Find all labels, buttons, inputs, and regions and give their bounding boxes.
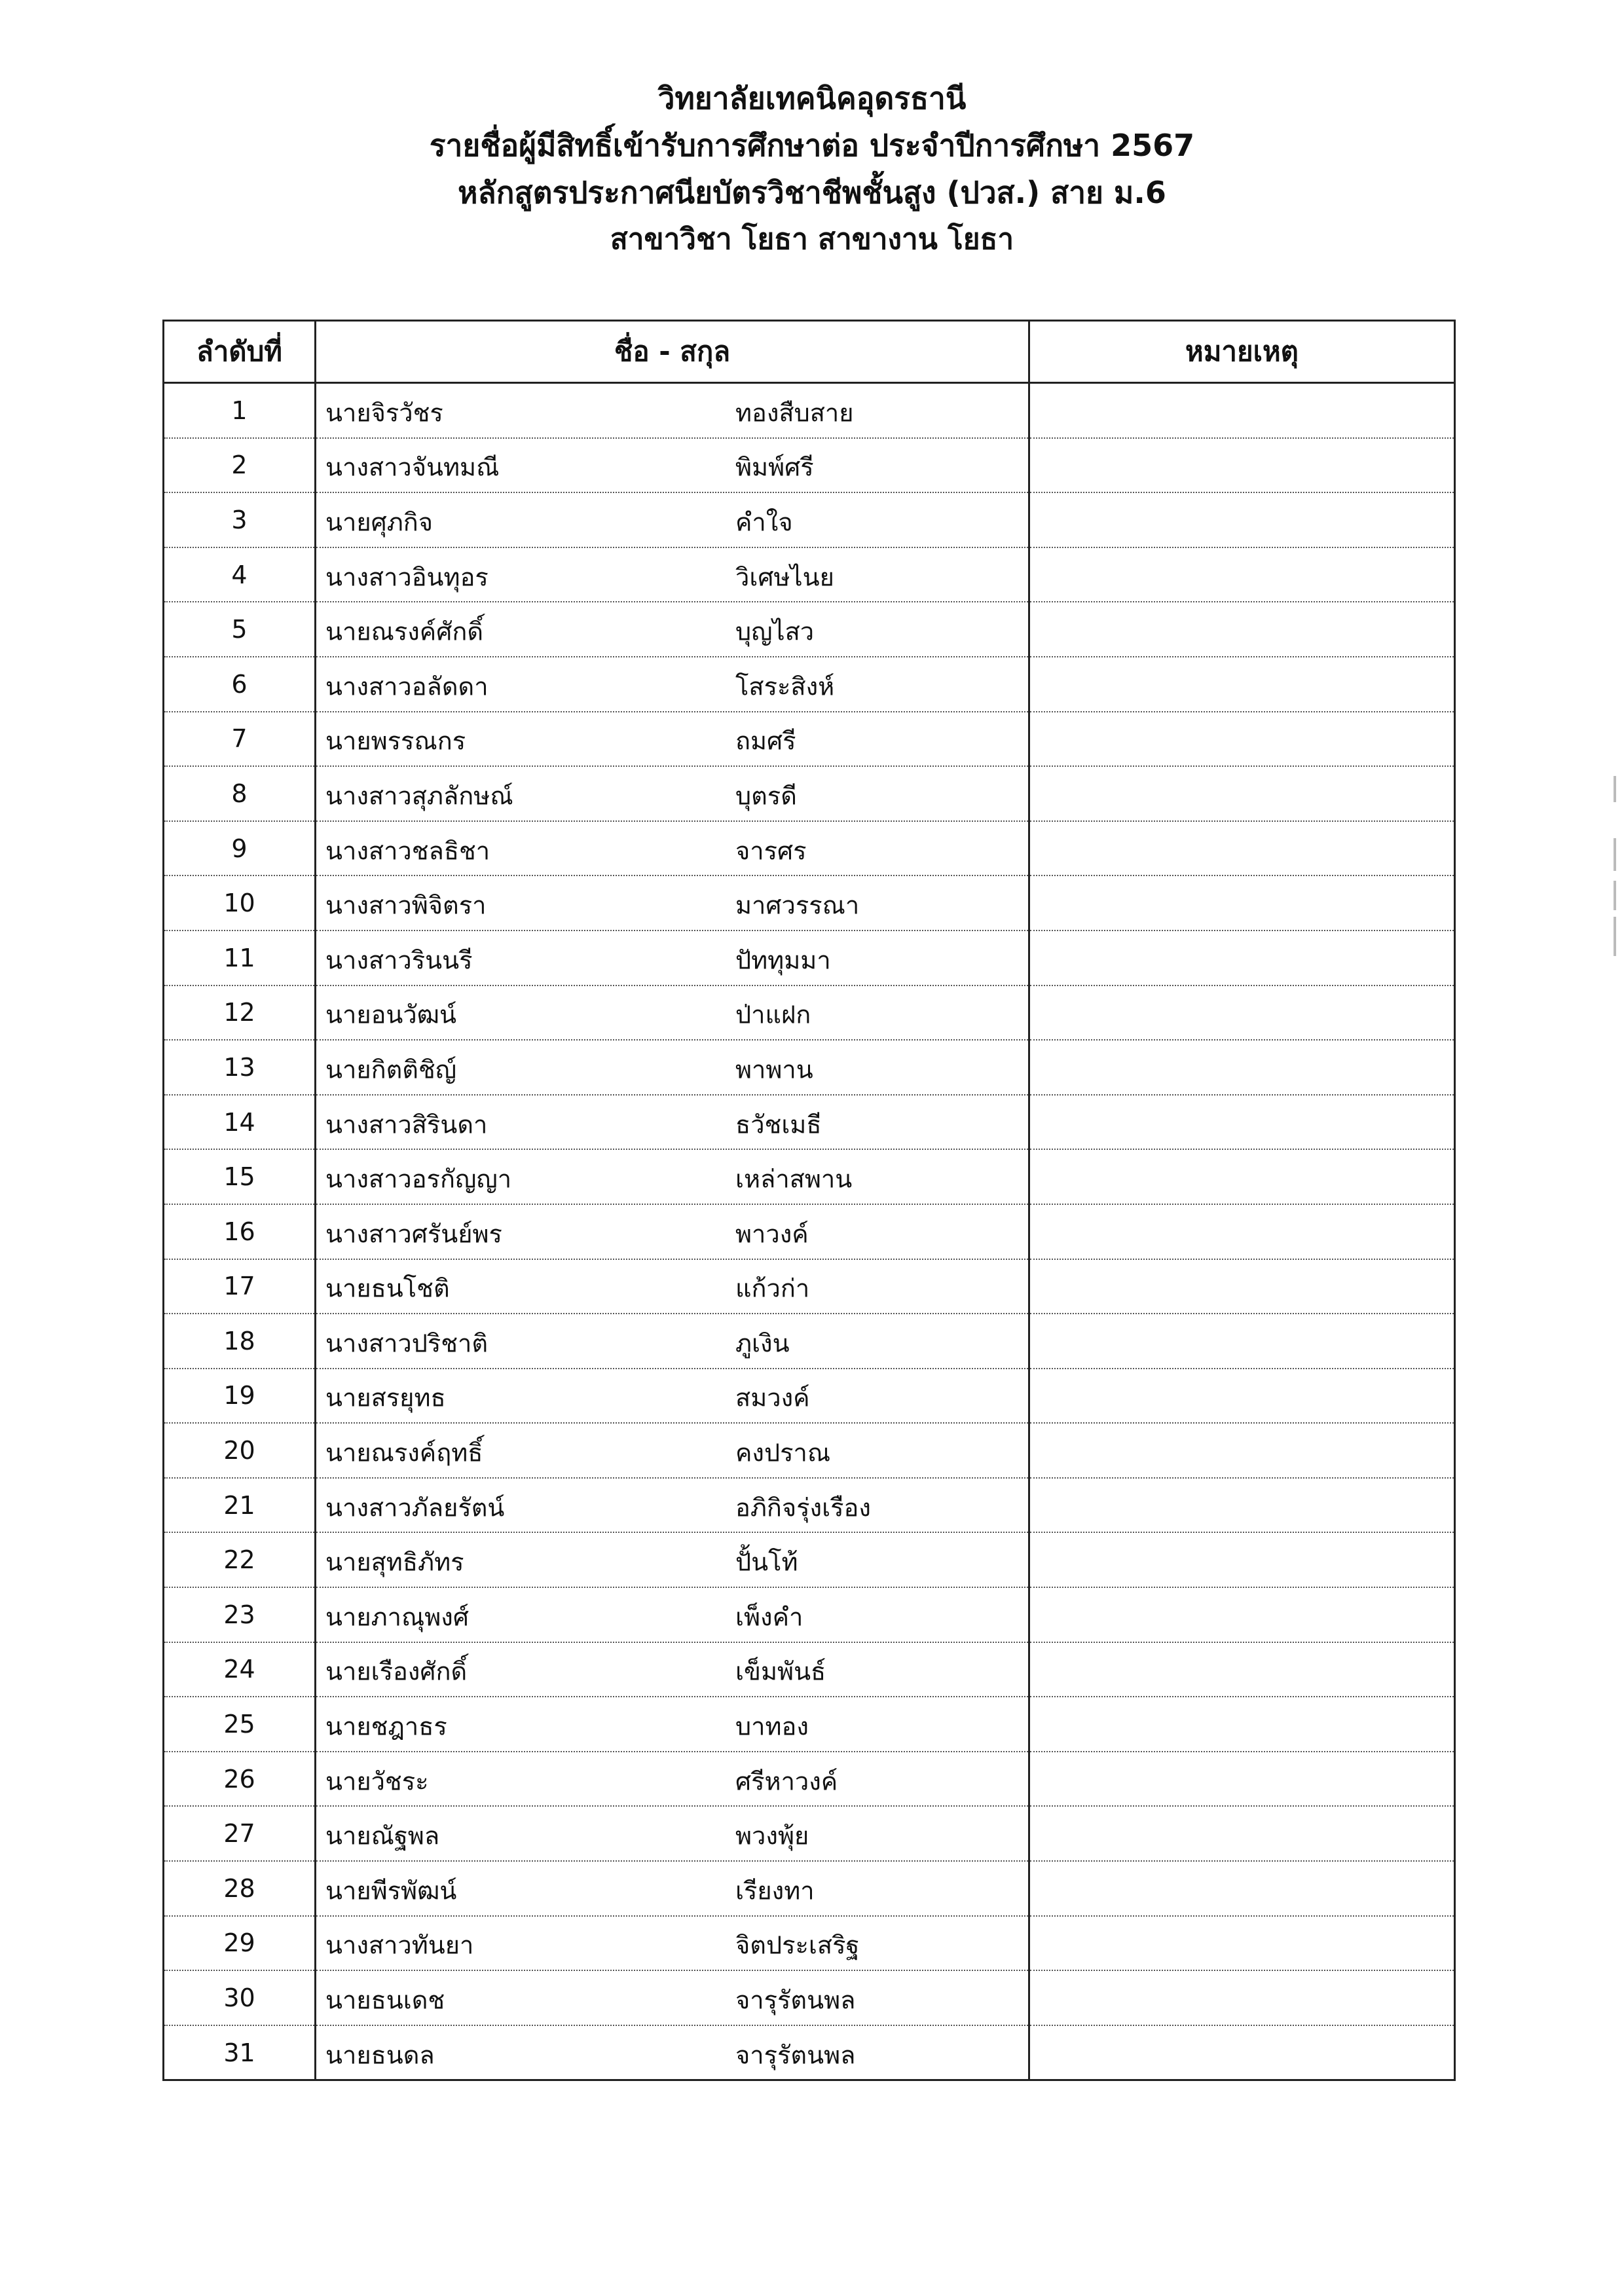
- last-name: บาทอง: [735, 1712, 809, 1741]
- row-note: [1029, 1369, 1455, 1424]
- last-name: จารุรัตนพล: [735, 1985, 856, 2015]
- row-note: [1029, 1587, 1455, 1642]
- row-note: [1029, 1916, 1455, 1971]
- table-row: [164, 875, 1455, 930]
- last-name: พวงพุ้ย: [735, 1821, 809, 1851]
- last-name: บุญไสว: [735, 617, 815, 646]
- last-name: พิมพ์ศรี: [735, 452, 814, 482]
- table-body: [164, 383, 1455, 2080]
- first-name: นายณรงค์ศักดิ์: [325, 617, 484, 646]
- table-row: [164, 985, 1455, 1041]
- row-note: [1029, 712, 1455, 767]
- row-number: 28: [164, 1861, 316, 1916]
- last-name: ปัททุมมา: [735, 946, 831, 975]
- table-row: [164, 1642, 1455, 1697]
- last-name: สมวงค์: [735, 1384, 810, 1413]
- row-number: 16: [164, 1204, 316, 1259]
- table-row: [164, 1587, 1455, 1642]
- table-row: [164, 1149, 1455, 1204]
- row-number: 15: [164, 1149, 316, 1204]
- row-number: 1: [164, 383, 316, 438]
- row-fullname: [316, 657, 1029, 712]
- first-name: นายกิตติชิญ์: [325, 1055, 457, 1084]
- table-row: [164, 1314, 1455, 1369]
- row-number: 3: [164, 492, 316, 547]
- first-name: นายธนดล: [325, 2040, 435, 2070]
- table-row: [164, 821, 1455, 876]
- first-name: นางสาวสุภลักษณ์: [325, 781, 513, 811]
- table-row: [164, 930, 1455, 985]
- first-name: นางสาวปริชาติ: [325, 1329, 489, 1358]
- table-row: [164, 1970, 1455, 2025]
- row-fullname: [316, 930, 1029, 985]
- list-title: รายชื่อผู้มีสิทธิ์เข้ารับการศึกษาต่อ ประจำปีการศึกษา 2567: [429, 128, 1195, 163]
- scan-edge-mark: [1614, 776, 1616, 802]
- last-name: บุตรดี: [735, 781, 797, 811]
- program-title: หลักสูตรประกาศนียบัตรวิชาชีพชั้นสูง (ปวส.) สาย ม.6: [458, 175, 1166, 210]
- row-fullname: [316, 1259, 1029, 1314]
- row-note: [1029, 1970, 1455, 2025]
- row-number: 17: [164, 1259, 316, 1314]
- first-name: นายพรรณกร: [325, 726, 466, 756]
- row-note: [1029, 1642, 1455, 1697]
- table-row: [164, 2025, 1455, 2080]
- first-name: นายศุภกิจ: [325, 507, 434, 537]
- last-name: โสระสิงห์: [735, 672, 835, 701]
- scan-edge-mark: [1614, 881, 1616, 910]
- row-note: [1029, 1204, 1455, 1259]
- table-row: [164, 1478, 1455, 1533]
- row-fullname: [316, 2025, 1029, 2080]
- row-note: [1029, 602, 1455, 657]
- row-number: 7: [164, 712, 316, 767]
- row-fullname: [316, 821, 1029, 876]
- first-name: นายธนโชติ: [325, 1274, 450, 1303]
- table-row: [164, 547, 1455, 602]
- table-row: [164, 492, 1455, 547]
- row-fullname: [316, 766, 1029, 821]
- row-number: 2: [164, 438, 316, 493]
- row-number: 13: [164, 1040, 316, 1095]
- row-note: [1029, 1697, 1455, 1752]
- first-name: นางสาวรินนรี: [325, 946, 473, 975]
- row-fullname: [316, 1642, 1029, 1697]
- last-name: เพ็งคำ: [735, 1602, 803, 1632]
- row-fullname: [316, 1478, 1029, 1533]
- row-number: 25: [164, 1697, 316, 1752]
- row-note: [1029, 383, 1455, 438]
- row-note: [1029, 657, 1455, 712]
- table-row: [164, 1806, 1455, 1861]
- table-row: [164, 602, 1455, 657]
- college-name: วิทยาลัยเทคนิคอุดรธานี: [657, 81, 967, 116]
- last-name: อภิกิจรุ่งเรือง: [735, 1493, 871, 1522]
- row-number: 22: [164, 1532, 316, 1587]
- row-note: [1029, 1423, 1455, 1478]
- row-note: [1029, 1040, 1455, 1095]
- last-name: ปั้นโท้: [735, 1547, 798, 1577]
- row-note: [1029, 766, 1455, 821]
- row-fullname: [316, 383, 1029, 438]
- student-list-table: [162, 320, 1456, 2081]
- row-fullname: [316, 1314, 1029, 1369]
- first-name: นางสาวสิรินดา: [325, 1110, 488, 1139]
- row-fullname: [316, 438, 1029, 493]
- row-note: [1029, 1314, 1455, 1369]
- row-fullname: [316, 1369, 1029, 1424]
- first-name: นายธนเดช: [325, 1985, 445, 2015]
- row-number: 14: [164, 1095, 316, 1150]
- last-name: จารศร: [735, 836, 807, 866]
- row-fullname: [316, 1970, 1029, 2025]
- row-fullname: [316, 1916, 1029, 1971]
- row-number: 31: [164, 2025, 316, 2080]
- row-number: 19: [164, 1369, 316, 1424]
- table-row: [164, 1532, 1455, 1587]
- first-name: นายภาณุพงศ์: [325, 1602, 469, 1632]
- row-note: [1029, 1806, 1455, 1861]
- header-note: หมายเหตุ: [1029, 321, 1455, 383]
- last-name: จารุรัตนพล: [735, 2040, 856, 2070]
- table-row: [164, 1040, 1455, 1095]
- row-fullname: [316, 1861, 1029, 1916]
- row-note: [1029, 875, 1455, 930]
- first-name: นายพีรพัฒน์: [325, 1876, 457, 1906]
- row-fullname: [316, 602, 1029, 657]
- row-note: [1029, 1259, 1455, 1314]
- row-number: 11: [164, 930, 316, 985]
- last-name: จิตประเสริฐ: [735, 1930, 860, 1960]
- first-name: นายวัชระ: [325, 1767, 429, 1796]
- last-name: แก้วก่า: [735, 1274, 810, 1303]
- table-row: [164, 657, 1455, 712]
- row-fullname: [316, 875, 1029, 930]
- document-header: [0, 79, 1624, 267]
- row-fullname: [316, 1587, 1029, 1642]
- last-name: เหล่าสพาน: [735, 1164, 853, 1194]
- row-note: [1029, 1149, 1455, 1204]
- last-name: เรียงทา: [735, 1876, 815, 1906]
- first-name: นางสาวภัลยรัตน์: [325, 1493, 505, 1522]
- row-number: 10: [164, 875, 316, 930]
- last-name: มาศวรรณา: [735, 891, 860, 920]
- row-number: 9: [164, 821, 316, 876]
- row-number: 30: [164, 1970, 316, 2025]
- table-row: [164, 1916, 1455, 1971]
- last-name: ภูเงิน: [735, 1329, 790, 1358]
- row-fullname: [316, 492, 1029, 547]
- table-row: [164, 712, 1455, 767]
- first-name: นายสรยุทธ: [325, 1384, 446, 1413]
- table-row: [164, 1369, 1455, 1424]
- row-number: 29: [164, 1916, 316, 1971]
- first-name: นางสาวจันทมณี: [325, 452, 500, 482]
- table-row: [164, 383, 1455, 438]
- first-name: นางสาวชลธิชา: [325, 836, 490, 866]
- row-note: [1029, 492, 1455, 547]
- table-row: [164, 1259, 1455, 1314]
- row-fullname: [316, 1423, 1029, 1478]
- row-note: [1029, 1478, 1455, 1533]
- row-note: [1029, 438, 1455, 493]
- row-note: [1029, 1095, 1455, 1150]
- row-fullname: [316, 1095, 1029, 1150]
- first-name: นางสาวอรกัญญา: [325, 1164, 512, 1194]
- last-name: พาพาน: [735, 1055, 813, 1084]
- row-number: 6: [164, 657, 316, 712]
- row-fullname: [316, 712, 1029, 767]
- last-name: เข็มพันธ์: [735, 1657, 826, 1687]
- first-name: นางสาวทันยา: [325, 1930, 474, 1960]
- header-order: ลำดับที่: [164, 321, 316, 383]
- first-name: นายชฎาธร: [325, 1712, 447, 1741]
- last-name: พาวงค์: [735, 1219, 809, 1249]
- row-note: [1029, 821, 1455, 876]
- row-note: [1029, 1861, 1455, 1916]
- last-name: วิเศษไนย: [735, 562, 834, 592]
- last-name: ทองสืบสาย: [735, 398, 854, 428]
- first-name: นางสาวพิจิตรา: [325, 891, 487, 920]
- first-name: นายจิรวัชร: [325, 398, 443, 428]
- first-name: นายเรืองศักดิ์: [325, 1657, 468, 1687]
- row-fullname: [316, 1149, 1029, 1204]
- row-number: 12: [164, 985, 316, 1041]
- row-number: 20: [164, 1423, 316, 1478]
- first-name: นายอนวัฒน์: [325, 1000, 457, 1029]
- row-note: [1029, 547, 1455, 602]
- row-fullname: [316, 985, 1029, 1041]
- row-note: [1029, 985, 1455, 1041]
- row-number: 5: [164, 602, 316, 657]
- row-number: 4: [164, 547, 316, 602]
- row-fullname: [316, 1752, 1029, 1807]
- row-number: 23: [164, 1587, 316, 1642]
- first-name: นายณัฐพล: [325, 1821, 440, 1851]
- table-header-row: [164, 321, 1455, 383]
- last-name: ศรีหาวงค์: [735, 1767, 838, 1796]
- table-row: [164, 1697, 1455, 1752]
- scan-edge-mark: [1614, 838, 1616, 871]
- table-row: [164, 1095, 1455, 1150]
- row-fullname: [316, 1040, 1029, 1095]
- row-fullname: [316, 1806, 1029, 1861]
- row-fullname: [316, 547, 1029, 602]
- row-number: 27: [164, 1806, 316, 1861]
- table-row: [164, 1204, 1455, 1259]
- major-title: สาขาวิชา โยธา สาขางาน โยธา: [610, 223, 1014, 256]
- first-name: นางสาวศรันย์พร: [325, 1219, 502, 1249]
- table-row: [164, 1861, 1455, 1916]
- last-name: ธวัชเมธี: [735, 1110, 822, 1139]
- table-row: [164, 1423, 1455, 1478]
- table-row: [164, 438, 1455, 493]
- row-number: 18: [164, 1314, 316, 1369]
- first-name: นางสาวอินทุอร: [325, 562, 489, 592]
- last-name: ป่าแฝก: [735, 1000, 811, 1029]
- row-number: 24: [164, 1642, 316, 1697]
- first-name: นายณรงค์ฤทธิ์: [325, 1438, 483, 1467]
- row-fullname: [316, 1204, 1029, 1259]
- row-fullname: [316, 1697, 1029, 1752]
- last-name: คำใจ: [735, 507, 793, 537]
- row-note: [1029, 2025, 1455, 2080]
- last-name: ถมศรี: [735, 726, 796, 756]
- first-name: นายสุทธิภัทร: [325, 1547, 464, 1577]
- row-fullname: [316, 1532, 1029, 1587]
- table-row: [164, 766, 1455, 821]
- last-name: คงปราณ: [735, 1438, 831, 1467]
- row-note: [1029, 1532, 1455, 1587]
- row-number: 8: [164, 766, 316, 821]
- row-note: [1029, 1752, 1455, 1807]
- scan-edge-mark: [1614, 917, 1616, 956]
- table-row: [164, 1752, 1455, 1807]
- row-number: 21: [164, 1478, 316, 1533]
- first-name: นางสาวอลัดดา: [325, 672, 489, 701]
- row-note: [1029, 930, 1455, 985]
- row-number: 26: [164, 1752, 316, 1807]
- header-name: ชื่อ - สกุล: [316, 321, 1029, 383]
